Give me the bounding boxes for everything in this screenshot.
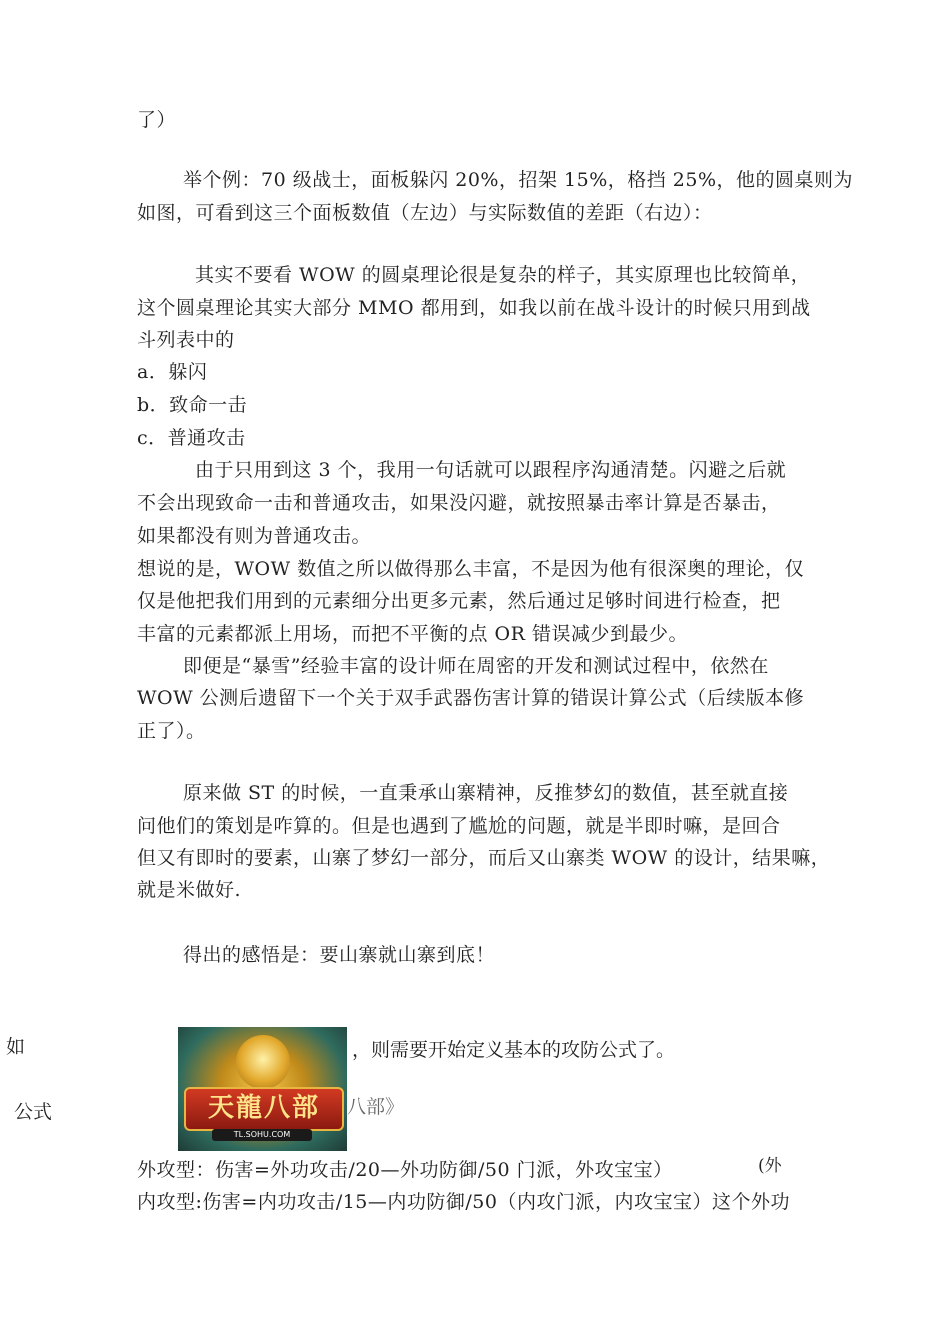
text-line: 这个圆桌理论其实大部分 MMO 都用到，如我以前在战斗设计的时候只用到战 [137, 297, 811, 319]
text-line: 丰富的元素都派上用场，而把不平衡的点 OR 错误减少到最少。 [137, 623, 688, 645]
text-line: 举个例：70 级战士，面板躲闪 20%，招架 15%，格挡 25%，他的圆桌则为 [183, 169, 854, 191]
text-fragment: ，则需要开始定义基本的攻防公式了。 [352, 1039, 676, 1061]
text-line: 问他们的策划是咋算的。但是也遇到了尴尬的问题，就是半即时嘛，是回合 [137, 815, 781, 837]
text-line: 就是米做好. [137, 879, 242, 901]
text-line: 正了）。 [137, 720, 206, 742]
text-line: WOW 公测后遗留下一个关于双手武器伤害计算的错误计算公式（后续版本修 [137, 687, 805, 709]
logo-title: 天龍八部 [184, 1087, 344, 1131]
list-item: b．致命一击 [137, 394, 248, 416]
dragon-icon [236, 1035, 290, 1089]
list-item: a．躲闪 [137, 361, 208, 383]
text-line: 其实不要看 WOW 的圆桌理论很是复杂的样子，其实原理也比较简单， [195, 264, 811, 286]
formula-line: 内攻型:伤害=内功攻击/15—内功防御/50（内攻门派，内攻宝宝）这个外功 [137, 1191, 790, 1213]
text-line: 得出的感悟是：要山寨就山寨到底！ [183, 944, 496, 966]
text-fragment: (外 [758, 1156, 782, 1176]
text-line: 由于只用到这 3 个，我用一句话就可以跟程序沟通清楚。闪避之后就 [195, 459, 787, 481]
text-line: 即便是“暴雪”经验丰富的设计师在周密的开发和测试过程中，依然在 [183, 655, 769, 677]
formula-line: 外攻型：伤害=外功攻击/20—外功防御/50 门派，外攻宝宝） [137, 1159, 673, 1181]
text-line: 如图，可看到这三个面板数值（左边）与实际数值的差距（右边）： [137, 202, 713, 224]
text-line: 了） [137, 109, 177, 131]
text-line: 想说的是，WOW 数值之所以做得那么丰富，不是因为他有很深奥的理论，仅 [137, 558, 805, 580]
text-fragment: 八部》 [347, 1096, 405, 1118]
text-fragment: 公式 [14, 1101, 53, 1123]
text-line: 仅是他把我们用到的元素细分出更多元素，然后通过足够时间进行检查，把 [137, 590, 781, 612]
text-line: 原来做 ST 的时候，一直秉承山寨精神，反推梦幻的数值，甚至就直接 [183, 782, 789, 804]
text-fragment: 如 [6, 1036, 26, 1058]
game-logo-image [178, 1027, 347, 1151]
text-line: 如果都没有则为普通攻击。 [137, 525, 372, 547]
logo-site: TL.SOHU.COM [212, 1129, 312, 1141]
text-line: 斗列表中的 [137, 329, 235, 351]
list-item: c．普通攻击 [137, 427, 246, 449]
text-line: 不会出现致命一击和普通攻击，如果没闪避，就按照暴击率计算是否暴击， [137, 492, 781, 514]
text-line: 但又有即时的要素，山寨了梦幻一部分，而后又山寨类 WOW 的设计，结果嘛， [137, 847, 831, 869]
